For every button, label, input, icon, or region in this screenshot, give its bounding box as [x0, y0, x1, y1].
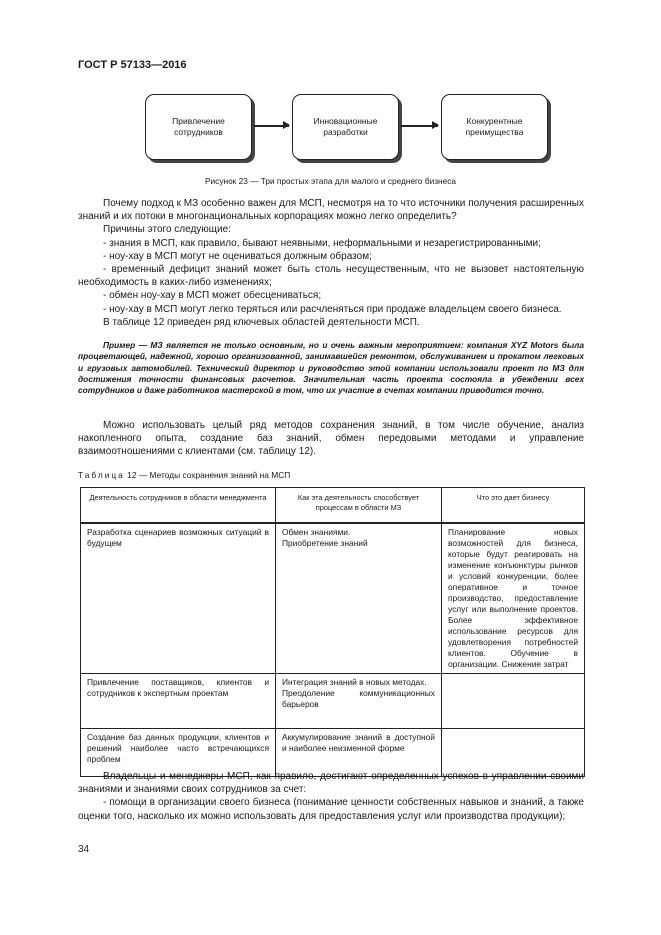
column-header: Что это дает бизнесу: [442, 488, 585, 524]
table-cell: Планирование новых возможностей для бизнеса, которые будут реагировать на изменение конъюнктуры рынков и условий конкуренции, более оперативное и точное производство, предоставление услуг или выполнение проектов. Более эффективное использование ресурсов для удовлетворения потребностей клиентов. Обучение в организации. Снижение затрат: [442, 523, 585, 674]
table-caption-label: Таблица: [78, 470, 125, 480]
page-number: 34: [78, 844, 90, 855]
paragraph: Можно использовать целый ряд методов сохранения знаний, в том числе обучение, анализ накопленного опыта, создание баз знаний, обмен передовыми методами и управление взаимоотношениями с клиентами (см. таблицу 12).: [78, 420, 584, 458]
knowledge-methods-table: [80, 487, 585, 777]
diagram-box-line: разработки: [323, 127, 368, 137]
table-cell: Аккумулирование знаний в доступной и наиболее неизменной форме: [276, 729, 442, 777]
table-row: [81, 674, 585, 729]
column-header: Деятельность сотрудников в области менеджмента: [81, 488, 276, 524]
arrow-icon: [253, 125, 289, 127]
diagram-box-line: сотрудников: [174, 127, 223, 137]
diagram-box-line: преимущества: [465, 127, 524, 137]
cell-line: Преодоление коммуникационных барьеров: [282, 688, 435, 709]
list-item: - обмен ноу-хау в МСП может обесцениваться;: [103, 290, 322, 302]
list-item: - ноу-хау в МСП могут не оцениваться должным образом;: [103, 250, 372, 262]
diagram-box-line: Конкурентные: [466, 116, 523, 126]
table-row: [81, 523, 585, 674]
diagram-box-recruitment: [145, 94, 252, 160]
table-cell: [442, 674, 585, 729]
figure-caption: Рисунок 23 — Три простых этапа для малого и среднего бизнеса: [205, 176, 456, 186]
cell-line: Интеграция знаний в новых методах.: [282, 677, 427, 687]
diagram-box-line: Инновационные: [313, 116, 378, 126]
table-cell: Создание баз данных продукции, клиентов и решений наиболее часто встречающихся проблем: [81, 729, 276, 777]
closing-text-block: [78, 770, 584, 823]
table-caption-text: 12 — Методы сохранения знаний на МСП: [127, 470, 291, 480]
paragraph: Владельцы и менеджеры МСП, как правило, достигают определенных успехов в управлении своими знаниями и знаниями своих сотрудников за счет:: [78, 771, 584, 796]
table-cell: [276, 523, 442, 674]
table-cell: [276, 674, 442, 729]
table-cell: Привлечение поставщиков, клиентов и сотрудников к экспертным проектам: [81, 674, 276, 729]
table-header-row: [81, 488, 585, 524]
arrow-icon: [400, 125, 438, 127]
body-text-block: [78, 197, 584, 329]
document-id: ГОСТ Р 57133—2016: [78, 59, 187, 71]
paragraph: Почему подход к МЗ особенно важен для МСП, несмотря на то что источники получения расширенных знаний и их потоки в многонациональных корпорациях можно легко определить?: [78, 198, 584, 223]
paragraph: В таблице 12 приведен ряд ключевых областей деятельности МСП.: [103, 316, 420, 328]
column-header: Как эта деятельность способствует процессам в области МЗ: [276, 488, 442, 524]
diagram-box-advantage: [441, 94, 548, 160]
process-diagram: [145, 94, 550, 160]
paragraph: Причины этого следующие:: [103, 224, 231, 236]
example-paragraph: Пример — МЗ является не только основным, но и очень важным мероприятием: компания XYZ Motors была процветающей, надежной, хорошо организованной, занимавшейся ремонтом, обслуживанием и прокатом легковых и грузовых автомобилей. Технический директор и руководство этой компании использовали проект по МЗ для достижения точности финансовых расчетов. Значительная часть проекта состояла в убеждении всех сотрудников и даже работников мастерской в том, что их участие в счетах компании приводится точно.: [78, 340, 584, 396]
cell-line: Приобретение знаний: [282, 538, 368, 548]
list-item: - временный дефицит знаний может быть столь несущественным, что не вызовет настоятельную необходимость в каких-либо изменениях;: [78, 264, 584, 289]
list-item: - помощи в организации своего бизнеса (понимание ценности собственных навыков и знаний, а также оценки того, насколько их можно использовать для предоставления услуг или производства продукции);: [78, 797, 584, 822]
list-item: - знания в МСП, как правило, бывают неявными, неформальными и незарегистрированными;: [103, 237, 541, 249]
cell-line: Обмен знаниями.: [282, 527, 351, 537]
diagram-box-innovation: [292, 94, 399, 160]
diagram-box-line: Привлечение: [172, 116, 225, 126]
table-cell: Разработка сценариев возможных ситуаций в будущем: [81, 523, 276, 674]
table-caption: [78, 470, 290, 480]
list-item: - ноу-хау в МСП могут легко теряться или расчленяться при продаже владельцем своего бизнеса.: [103, 303, 562, 315]
